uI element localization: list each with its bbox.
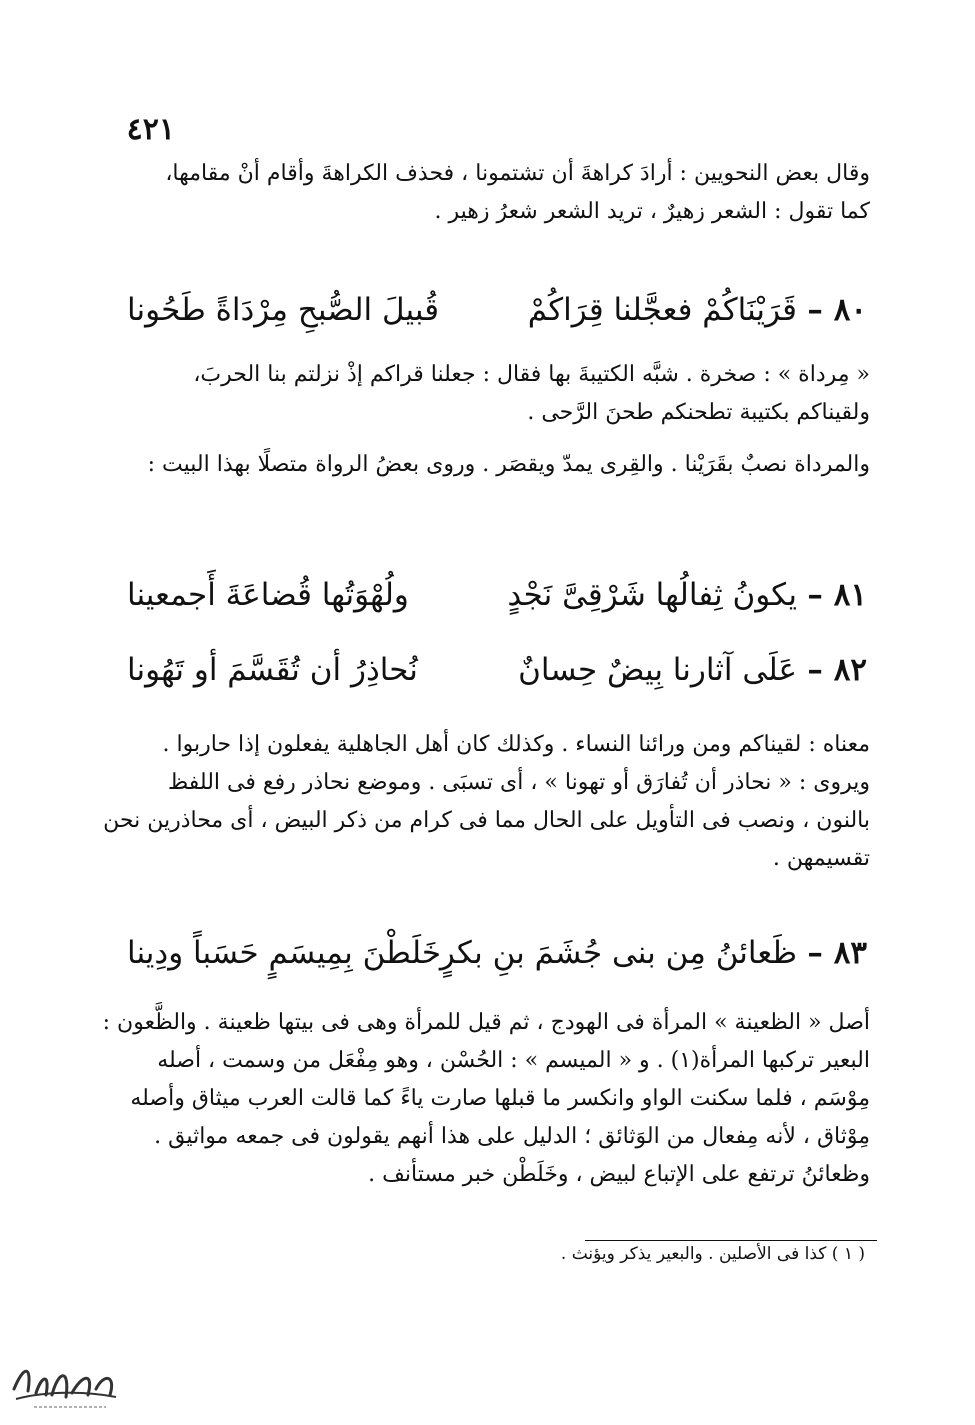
commentary-83 [100,1004,870,1194]
verse-82 [127,652,867,704]
commentary-line: والمرداة نصبٌ بقَرَيْنا . والقِرى يمدّ ويقصَر . وروى بعضُ الرواة متصلًا بهذا البيت : [147,452,870,477]
intro-line: كما تقول : الشعر زهيرٌ ، تريد الشعر شعرُ زهير . [434,199,870,224]
commentary-line: مِوْثاق ، لأنه مِفعال من الوَثائق ؛ الدليل على هذا أنهم يقولون فى جمعه مواثيق . [154,1124,870,1149]
commentary-line: ولقيناكم بكتيبة تطحنكم طحنَ الرَّحى . [527,400,870,425]
verse-number: ٨١ – [807,577,867,613]
intro-line: وقال بعض النحويين : أرادَ كراهةَ أن تشتمونا ، فحذف الكراهةَ وأقام أنْ مقامها، [165,161,870,186]
commentary-line: بالنون ، ونصب فى التأويل على الحال مما فى كرام من ذكر البيض ، أى محاذرين نحن [103,808,870,833]
commentary-line: وظعائنُ ترتفع على الإتباع لبيض ، وخَلَطْن خبر مستأنف . [368,1162,870,1187]
verse-number: ٨٠ – [807,292,867,328]
verse-second-hemistich: ولُهْوَتُها قُضاعَةَ أَجمعينا [127,577,409,613]
verse-first-hemistich: قَرَيْنَاكُمْ فعجَّلنا قِرَاكُمْ [527,292,797,328]
verse-83 [127,935,867,987]
intro-paragraph [100,155,870,231]
commentary-line: تقسيمهن . [772,846,870,871]
commentary-80 [100,356,870,484]
verse-second-hemistich: قُبيلَ الصُّبحِ مِرْدَاةً طَحُونا [127,292,440,328]
commentary-line: « مِرداة » : صخرة . شبَّه الكتيبةَ بها فقال : جعلنا قراكم إذْ نزلتم بنا الحربَ، [193,362,870,387]
commentary-line: أصل « الظعينة » المرأة فى الهودج ، ثم قيل للمرأة وهى فى بيتها ظعينة . والظَّعون : [102,1010,870,1035]
verse-first-hemistich: عَلَى آثارنا بِيضٌ حِسانٌ [518,652,797,688]
page-number: ٤٢١ [126,112,175,147]
commentary-line: البعير تركبها المرأة(١) . و « الميسم » : الحُسْن ، وهو مِفْعَل من وسمت ، أصله [157,1048,870,1073]
verse-80 [127,292,867,344]
verse-number: ٨٣ – [807,935,867,971]
verse-first-hemistich: ظَعائنُ مِن بنى جُشَمَ بنِ بكرٍ [439,935,797,971]
verse-first-hemistich: يكونُ ثِفالُها شَرْقِىَّ نَجْدٍ [507,577,797,613]
verse-second-hemistich: نُحاذِرُ أن تُقَسَّمَ أو تَهُونا [127,652,418,688]
library-stamp-icon [6,1345,124,1417]
verse-second-hemistich: خَلَطْنَ بِمِيسَمٍ حَسَباً ودِينا [127,935,442,971]
commentary-line: ويروى : « نحاذر أن تُفارَق أو تهونا » ، أى تسبَى . وموضع نحاذر رفع فى اللفظ [167,770,870,795]
verse-number: ٨٢ – [807,652,867,688]
verse-81 [127,577,867,629]
commentary-line: مِوْسَم ، فلما سكنت الواو وانكسر ما قبلها صارت ياءً كما قالت العرب ميثاق وأصله [130,1086,870,1111]
footnote: ( ١ ) كذا فى الأصلين . والبعير يذكر ويؤنث . [560,1244,865,1264]
commentary-82 [100,726,870,878]
commentary-line: معناه : لقيناكم ومن ورائنا النساء . وكذلك كان أهل الجاهلية يفعلون إذا حاربوا . [162,732,870,757]
footnote-divider [585,1240,877,1241]
